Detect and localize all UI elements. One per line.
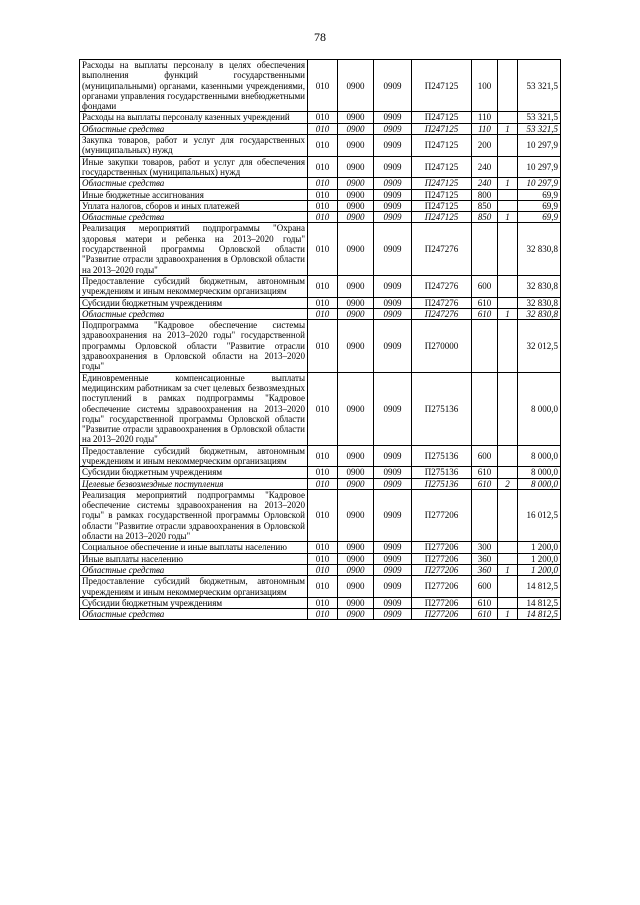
- subsection-code-cell: 0909: [374, 320, 412, 372]
- section-code-cell: 0900: [338, 135, 374, 157]
- target-article-cell: П277206: [412, 542, 472, 553]
- amount-cell: 32 830,8: [518, 275, 561, 297]
- subsection-code-cell: 0909: [374, 275, 412, 297]
- expense-type-cell: 610: [472, 308, 498, 319]
- funding-source-cell: [498, 320, 518, 372]
- expense-type-cell: 360: [472, 564, 498, 575]
- row-name-cell: Субсидии бюджетным учреждениям: [80, 297, 308, 308]
- expense-type-cell: 610: [472, 297, 498, 308]
- expense-type-cell: [472, 320, 498, 372]
- ministry-code-cell: 010: [308, 135, 338, 157]
- table-row: [80, 320, 561, 372]
- subsection-code-cell: 0909: [374, 478, 412, 489]
- target-article-cell: П270000: [412, 320, 472, 372]
- section-code-cell: 0900: [338, 564, 374, 575]
- expense-type-cell: 300: [472, 542, 498, 553]
- table-row: [80, 576, 561, 598]
- section-code-cell: 0900: [338, 308, 374, 319]
- target-article-cell: П247125: [412, 112, 472, 123]
- section-code-cell: 0900: [338, 320, 374, 372]
- table-row: [80, 60, 561, 112]
- funding-source-cell: [498, 553, 518, 564]
- expense-type-cell: 100: [472, 60, 498, 112]
- ministry-code-cell: 010: [308, 576, 338, 598]
- target-article-cell: П247125: [412, 212, 472, 223]
- expense-type-cell: 610: [472, 478, 498, 489]
- funding-source-cell: 1: [498, 564, 518, 575]
- amount-cell: 10 297,9: [518, 156, 561, 178]
- subsection-code-cell: 0909: [374, 223, 412, 275]
- subsection-code-cell: 0909: [374, 553, 412, 564]
- section-code-cell: 0900: [338, 212, 374, 223]
- section-code-cell: 0900: [338, 297, 374, 308]
- row-name-cell: Целевые безвозмездные поступления: [80, 478, 308, 489]
- subsection-code-cell: 0909: [374, 542, 412, 553]
- section-code-cell: 0900: [338, 609, 374, 620]
- row-name-cell: Иные закупки товаров, работ и услуг для обеспечения государственных (муниципальных) нужд: [80, 156, 308, 178]
- table-row: [80, 372, 561, 445]
- table-row: [80, 275, 561, 297]
- expense-type-cell: 240: [472, 178, 498, 189]
- section-code-cell: 0900: [338, 156, 374, 178]
- funding-source-cell: [498, 467, 518, 478]
- expense-type-cell: 110: [472, 123, 498, 134]
- subsection-code-cell: 0909: [374, 200, 412, 211]
- target-article-cell: П277206: [412, 489, 472, 541]
- amount-cell: 14 812,5: [518, 597, 561, 608]
- amount-cell: 53 321,5: [518, 60, 561, 112]
- table-row: [80, 123, 561, 134]
- amount-cell: 16 012,5: [518, 489, 561, 541]
- section-code-cell: 0900: [338, 178, 374, 189]
- row-name-cell: Расходы на выплаты персоналу казенных учреждений: [80, 112, 308, 123]
- row-name-cell: Реализация мероприятий подпрограммы "Охрана здоровья матери и ребенка на 2013–2020 годы" государственной программы Орловской области "Развитие отрасли здравоохранения в Орловской области на 2013–2020 годы": [80, 223, 308, 275]
- section-code-cell: 0900: [338, 576, 374, 598]
- funding-source-cell: 1: [498, 609, 518, 620]
- table-row: [80, 553, 561, 564]
- expense-type-cell: 110: [472, 112, 498, 123]
- section-code-cell: 0900: [338, 553, 374, 564]
- row-name-cell: Субсидии бюджетным учреждениям: [80, 597, 308, 608]
- subsection-code-cell: 0909: [374, 489, 412, 541]
- amount-cell: 14 812,5: [518, 609, 561, 620]
- table-row: [80, 489, 561, 541]
- section-code-cell: 0900: [338, 478, 374, 489]
- funding-source-cell: 2: [498, 478, 518, 489]
- table-row: [80, 445, 561, 467]
- ministry-code-cell: 010: [308, 320, 338, 372]
- section-code-cell: 0900: [338, 467, 374, 478]
- funding-source-cell: [498, 60, 518, 112]
- target-article-cell: П247276: [412, 275, 472, 297]
- table-row: [80, 189, 561, 200]
- table-row: [80, 200, 561, 211]
- table-row: [80, 223, 561, 275]
- ministry-code-cell: 010: [308, 478, 338, 489]
- ministry-code-cell: 010: [308, 123, 338, 134]
- target-article-cell: П247125: [412, 178, 472, 189]
- table-row: [80, 609, 561, 620]
- ministry-code-cell: 010: [308, 553, 338, 564]
- page-number: 78: [314, 30, 326, 44]
- target-article-cell: П277206: [412, 597, 472, 608]
- target-article-cell: П277206: [412, 609, 472, 620]
- amount-cell: 1 200,0: [518, 564, 561, 575]
- amount-cell: 32 830,8: [518, 308, 561, 319]
- row-name-cell: Уплата налогов, сборов и иных платежей: [80, 200, 308, 211]
- row-name-cell: Областные средства: [80, 564, 308, 575]
- ministry-code-cell: 010: [308, 223, 338, 275]
- funding-source-cell: [498, 576, 518, 598]
- funding-source-cell: 1: [498, 178, 518, 189]
- row-name-cell: Областные средства: [80, 308, 308, 319]
- ministry-code-cell: 010: [308, 60, 338, 112]
- table-body: [80, 60, 561, 620]
- funding-source-cell: [498, 135, 518, 157]
- ministry-code-cell: 010: [308, 467, 338, 478]
- row-name-cell: Областные средства: [80, 609, 308, 620]
- subsection-code-cell: 0909: [374, 445, 412, 467]
- amount-cell: 1 200,0: [518, 553, 561, 564]
- table-row: [80, 542, 561, 553]
- funding-source-cell: [498, 156, 518, 178]
- funding-source-cell: 1: [498, 308, 518, 319]
- funding-source-cell: [498, 189, 518, 200]
- subsection-code-cell: 0909: [374, 156, 412, 178]
- expense-type-cell: 600: [472, 445, 498, 467]
- target-article-cell: П247125: [412, 200, 472, 211]
- subsection-code-cell: 0909: [374, 564, 412, 575]
- expense-type-cell: 850: [472, 212, 498, 223]
- funding-source-cell: [498, 542, 518, 553]
- section-code-cell: 0900: [338, 60, 374, 112]
- table-row: [80, 597, 561, 608]
- ministry-code-cell: 010: [308, 489, 338, 541]
- subsection-code-cell: 0909: [374, 576, 412, 598]
- ministry-code-cell: 010: [308, 542, 338, 553]
- amount-cell: 69,9: [518, 189, 561, 200]
- table-row: [80, 308, 561, 319]
- row-name-cell: Областные средства: [80, 212, 308, 223]
- amount-cell: 8 000,0: [518, 478, 561, 489]
- target-article-cell: П247276: [412, 297, 472, 308]
- amount-cell: 10 297,9: [518, 178, 561, 189]
- row-name-cell: Предоставление субсидий бюджетным, автономным учреждениям и иным некоммерческим организациям: [80, 275, 308, 297]
- target-article-cell: П247276: [412, 223, 472, 275]
- row-name-cell: Предоставление субсидий бюджетным, автономным учреждениям и иным некоммерческим организациям: [80, 445, 308, 467]
- amount-cell: 69,9: [518, 200, 561, 211]
- funding-source-cell: [498, 297, 518, 308]
- amount-cell: 53 321,5: [518, 123, 561, 134]
- table-row: [80, 212, 561, 223]
- expense-type-cell: 200: [472, 135, 498, 157]
- ministry-code-cell: 010: [308, 178, 338, 189]
- amount-cell: 8 000,0: [518, 445, 561, 467]
- ministry-code-cell: 010: [308, 564, 338, 575]
- funding-source-cell: [498, 200, 518, 211]
- table-row: [80, 112, 561, 123]
- ministry-code-cell: 010: [308, 297, 338, 308]
- target-article-cell: П275136: [412, 445, 472, 467]
- ministry-code-cell: 010: [308, 275, 338, 297]
- ministry-code-cell: 010: [308, 112, 338, 123]
- amount-cell: 32 830,8: [518, 297, 561, 308]
- expense-type-cell: [472, 372, 498, 445]
- ministry-code-cell: 010: [308, 189, 338, 200]
- expense-type-cell: [472, 223, 498, 275]
- expense-type-cell: 610: [472, 609, 498, 620]
- ministry-code-cell: 010: [308, 200, 338, 211]
- section-code-cell: 0900: [338, 489, 374, 541]
- row-name-cell: Социальное обеспечение и иные выплаты населению: [80, 542, 308, 553]
- subsection-code-cell: 0909: [374, 297, 412, 308]
- ministry-code-cell: 010: [308, 372, 338, 445]
- budget-table: [79, 59, 561, 620]
- subsection-code-cell: 0909: [374, 467, 412, 478]
- amount-cell: 1 200,0: [518, 542, 561, 553]
- ministry-code-cell: 010: [308, 308, 338, 319]
- funding-source-cell: [498, 275, 518, 297]
- amount-cell: 8 000,0: [518, 372, 561, 445]
- ministry-code-cell: 010: [308, 445, 338, 467]
- section-code-cell: 0900: [338, 123, 374, 134]
- ministry-code-cell: 010: [308, 597, 338, 608]
- row-name-cell: Иные выплаты населению: [80, 553, 308, 564]
- row-name-cell: Областные средства: [80, 123, 308, 134]
- section-code-cell: 0900: [338, 189, 374, 200]
- ministry-code-cell: 010: [308, 156, 338, 178]
- amount-cell: 10 297,9: [518, 135, 561, 157]
- subsection-code-cell: 0909: [374, 372, 412, 445]
- row-name-cell: Закупка товаров, работ и услуг для государственных (муниципальных) нужд: [80, 135, 308, 157]
- target-article-cell: П275136: [412, 372, 472, 445]
- funding-source-cell: [498, 445, 518, 467]
- subsection-code-cell: 0909: [374, 123, 412, 134]
- target-article-cell: П277206: [412, 564, 472, 575]
- target-article-cell: П247125: [412, 189, 472, 200]
- funding-source-cell: [498, 223, 518, 275]
- section-code-cell: 0900: [338, 445, 374, 467]
- target-article-cell: П247125: [412, 60, 472, 112]
- subsection-code-cell: 0909: [374, 189, 412, 200]
- ministry-code-cell: 010: [308, 609, 338, 620]
- funding-source-cell: [498, 112, 518, 123]
- table-row: [80, 478, 561, 489]
- section-code-cell: 0900: [338, 112, 374, 123]
- target-article-cell: П275136: [412, 467, 472, 478]
- table-row: [80, 297, 561, 308]
- expense-type-cell: 360: [472, 553, 498, 564]
- row-name-cell: Предоставление субсидий бюджетным, автономным учреждениям и иным некоммерческим организациям: [80, 576, 308, 598]
- expense-type-cell: 850: [472, 200, 498, 211]
- funding-source-cell: 1: [498, 123, 518, 134]
- row-name-cell: Субсидии бюджетным учреждениям: [80, 467, 308, 478]
- section-code-cell: 0900: [338, 223, 374, 275]
- target-article-cell: П277206: [412, 576, 472, 598]
- subsection-code-cell: 0909: [374, 308, 412, 319]
- subsection-code-cell: 0909: [374, 609, 412, 620]
- expense-type-cell: [472, 489, 498, 541]
- table-row: [80, 135, 561, 157]
- amount-cell: 8 000,0: [518, 467, 561, 478]
- subsection-code-cell: 0909: [374, 212, 412, 223]
- amount-cell: 14 812,5: [518, 576, 561, 598]
- ministry-code-cell: 010: [308, 212, 338, 223]
- row-name-cell: Расходы на выплаты персоналу в целях обеспечения выполнения функций государственными (муниципальными) органами, казенными учреждениями, органами управления государственными внебюджетными фондами: [80, 60, 308, 112]
- target-article-cell: П247125: [412, 123, 472, 134]
- subsection-code-cell: 0909: [374, 597, 412, 608]
- funding-source-cell: 1: [498, 212, 518, 223]
- subsection-code-cell: 0909: [374, 60, 412, 112]
- section-code-cell: 0900: [338, 372, 374, 445]
- table-row: [80, 564, 561, 575]
- target-article-cell: П247125: [412, 156, 472, 178]
- target-article-cell: П247276: [412, 308, 472, 319]
- expense-type-cell: 800: [472, 189, 498, 200]
- expense-type-cell: 600: [472, 576, 498, 598]
- amount-cell: 53 321,5: [518, 112, 561, 123]
- expense-type-cell: 240: [472, 156, 498, 178]
- row-name-cell: Реализация мероприятий подпрограммы "Кадровое обеспечение системы здравоохранения на 2013–2020 годы" в рамках государственной программы Орловской области "Развитие отрасли здравоохранения в Орловской области на 2013–2020 годы": [80, 489, 308, 541]
- row-name-cell: Подпрограмма "Кадровое обеспечение системы здравоохранения на 2013–2020 годы" государственной программы Орловской области "Развитие отрасли здравоохранения в Орловской области на 2013–2020 годы": [80, 320, 308, 372]
- section-code-cell: 0900: [338, 597, 374, 608]
- amount-cell: 32 012,5: [518, 320, 561, 372]
- row-name-cell: Иные бюджетные ассигнования: [80, 189, 308, 200]
- amount-cell: 69,9: [518, 212, 561, 223]
- section-code-cell: 0900: [338, 542, 374, 553]
- amount-cell: 32 830,8: [518, 223, 561, 275]
- subsection-code-cell: 0909: [374, 112, 412, 123]
- expense-type-cell: 600: [472, 275, 498, 297]
- table-row: [80, 156, 561, 178]
- table-row: [80, 178, 561, 189]
- table-row: [80, 467, 561, 478]
- expense-type-cell: 610: [472, 467, 498, 478]
- funding-source-cell: [498, 597, 518, 608]
- funding-source-cell: [498, 489, 518, 541]
- row-name-cell: Единовременные компенсационные выплаты медицинским работникам за счет целевых безвозмездных поступлений в рамках подпрограммы "Кадровое обеспечение системы здравоохранения на 2013–2020 годы" государственной программы Орловской области "Развитие отрасли здравоохранения в Орловской области на 2013–2020 годы": [80, 372, 308, 445]
- subsection-code-cell: 0909: [374, 135, 412, 157]
- target-article-cell: П275136: [412, 478, 472, 489]
- row-name-cell: Областные средства: [80, 178, 308, 189]
- expense-type-cell: 610: [472, 597, 498, 608]
- funding-source-cell: [498, 372, 518, 445]
- section-code-cell: 0900: [338, 200, 374, 211]
- target-article-cell: П247125: [412, 135, 472, 157]
- subsection-code-cell: 0909: [374, 178, 412, 189]
- section-code-cell: 0900: [338, 275, 374, 297]
- target-article-cell: П277206: [412, 553, 472, 564]
